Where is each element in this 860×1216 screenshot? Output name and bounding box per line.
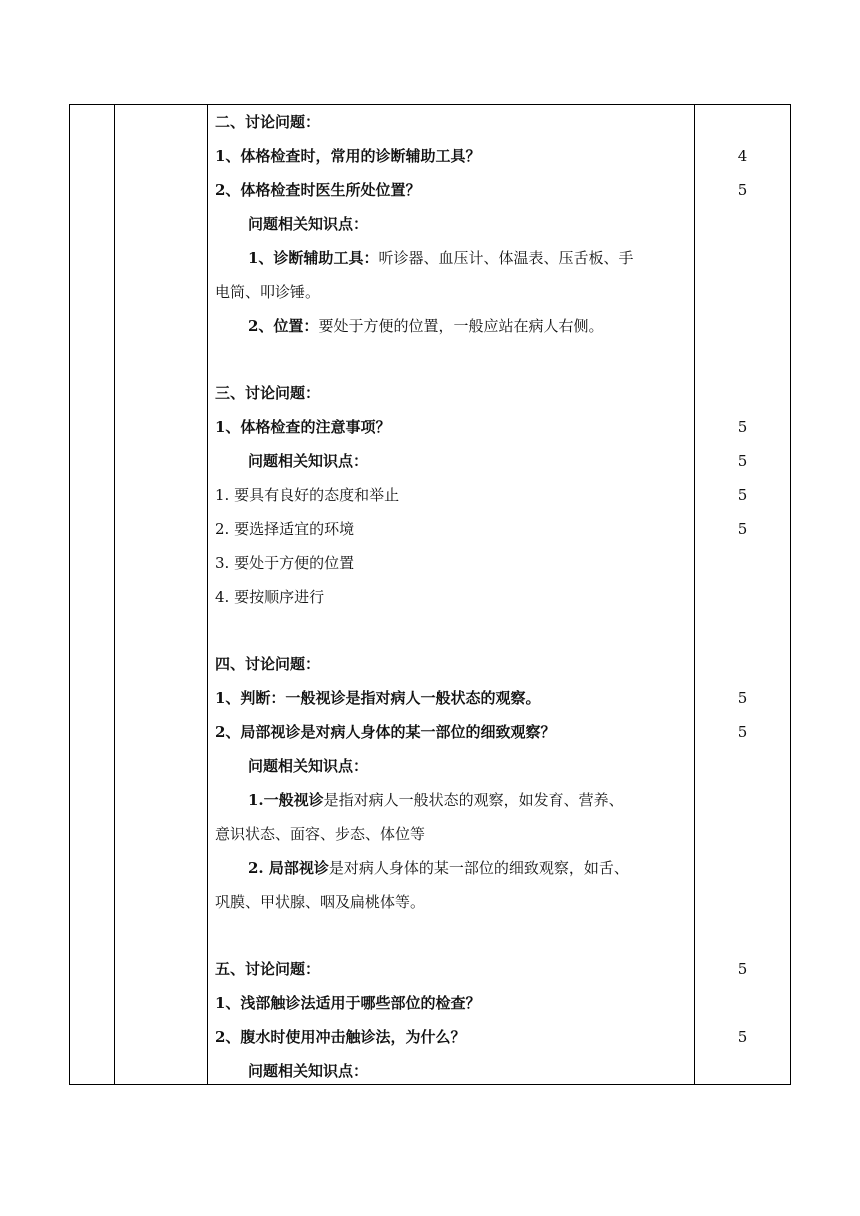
- column-divider: [114, 105, 115, 1084]
- list-item: 2. 要选择适宜的环境: [215, 520, 355, 538]
- list-item: 4. 要按顺序进行: [215, 588, 325, 606]
- question: 1、浅部触诊法适用于哪些部位的检查？: [215, 994, 481, 1012]
- score: 5: [737, 960, 748, 978]
- knowledge-heading: 问题相关知识点：: [248, 757, 369, 775]
- question: 1、判断：一般视诊是指对病人一般状态的观察。: [215, 689, 541, 707]
- section-heading: 四、讨论问题：: [215, 655, 321, 673]
- knowledge-label: 1.一般视诊: [248, 791, 324, 809]
- knowledge-point: [248, 790, 624, 810]
- list-item: 3. 要处于方便的位置: [215, 554, 355, 572]
- lesson-table: [69, 104, 791, 1085]
- score: 5: [737, 452, 748, 470]
- knowledge-text: 听诊器、血压计、体温表、压舌板、手: [378, 249, 634, 267]
- section-heading: 二、讨论问题：: [215, 113, 321, 131]
- knowledge-heading: 问题相关知识点：: [248, 452, 369, 470]
- knowledge-point: [248, 248, 633, 268]
- section-heading: 五、讨论问题：: [215, 960, 321, 978]
- column-divider: [694, 105, 695, 1084]
- section-heading: 三、讨论问题：: [215, 384, 321, 402]
- knowledge-point: [248, 316, 603, 336]
- score: 5: [737, 723, 748, 741]
- knowledge-point: [248, 858, 629, 878]
- question: 2、体格检查时医生所处位置？: [215, 181, 421, 199]
- knowledge-text: 要处于方便的位置，一般应站在病人右侧。: [318, 317, 604, 335]
- list-item: 1. 要具有良好的态度和举止: [215, 486, 400, 504]
- score: 5: [737, 486, 748, 504]
- score: 5: [737, 689, 748, 707]
- score: 5: [737, 1028, 748, 1046]
- knowledge-label: 2. 局部视诊: [248, 859, 329, 877]
- knowledge-label: 1、诊断辅助工具：: [248, 249, 379, 267]
- question: 2、腹水时使用冲击触诊法，为什么？: [215, 1028, 466, 1046]
- knowledge-text: 是指对病人一般状态的观察，如发育、营养、: [323, 791, 624, 809]
- score: 5: [737, 418, 748, 436]
- knowledge-text: 是对病人身体的某一部位的细致观察，如舌、: [328, 859, 629, 877]
- knowledge-continuation: 意识状态、面容、步态、体位等: [215, 825, 426, 843]
- question: 2、局部视诊是对病人身体的某一部位的细致观察？: [215, 723, 556, 741]
- column-divider: [207, 105, 208, 1084]
- knowledge-continuation: 电筒、叩诊锤。: [215, 283, 321, 301]
- score: 5: [737, 520, 748, 538]
- score: 4: [737, 147, 748, 165]
- question: 1、体格检查时，常用的诊断辅助工具？: [215, 147, 481, 165]
- knowledge-heading: 问题相关知识点：: [248, 1062, 369, 1080]
- knowledge-label: 2、位置：: [248, 317, 319, 335]
- score: 5: [737, 181, 748, 199]
- knowledge-continuation: 巩膜、甲状腺、咽及扁桃体等。: [215, 893, 426, 911]
- knowledge-heading: 问题相关知识点：: [248, 215, 369, 233]
- question: 1、体格检查的注意事项？: [215, 418, 391, 436]
